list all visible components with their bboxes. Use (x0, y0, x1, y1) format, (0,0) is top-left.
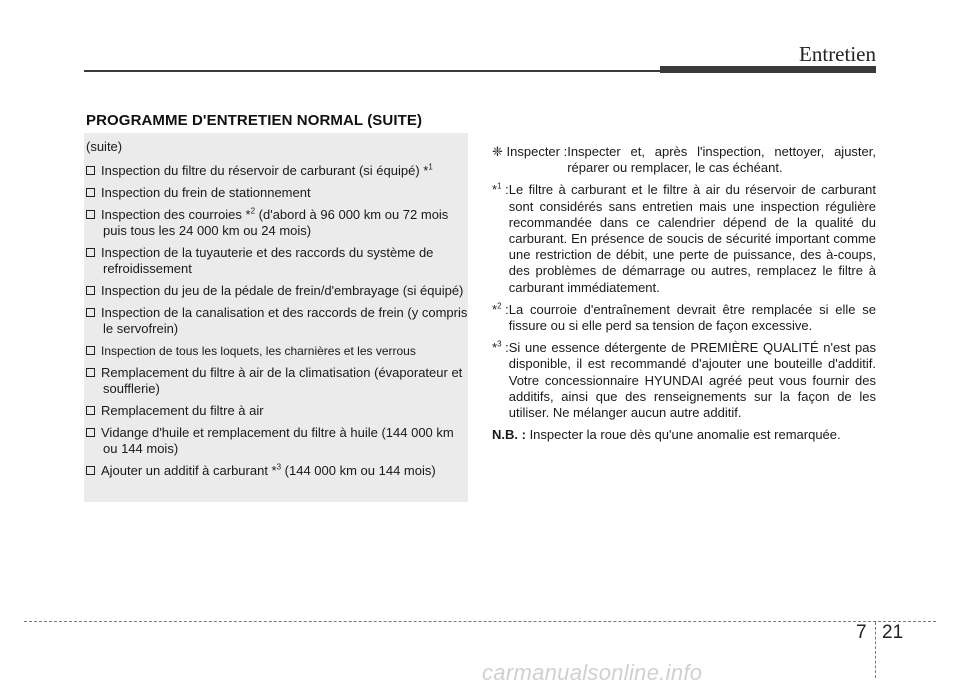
footnote-key (492, 302, 509, 334)
checklist-item-text: Inspection du jeu de la pédale de frein/d'embrayage (si équipé) (101, 283, 464, 298)
inspect-label (492, 144, 567, 176)
header-rule-thin (84, 70, 660, 72)
footnote-key (492, 340, 509, 421)
footnote-number: 2 (497, 301, 502, 311)
checklist-item (86, 365, 468, 397)
footnote-text: Le filtre à carburant et le filtre à air du réservoir de carburant sont considérés sans entretien mais une inspection régulière recommandée dans ce calendrier dépend de la qualité du carburant. En présence de soucis de sécurité important comme une restriction de débit, une perte de puissance, des à-coups, des problèmes de démarrage ou autres, remplacez le filtre à carburant immédiatement. (508, 182, 876, 295)
nb-line (492, 427, 876, 443)
footnote-ref: 2 (250, 206, 256, 216)
checklist-item-text: Inspection de tous les loquets, les charnières et les verrous (101, 344, 416, 358)
footnote-mark: * (492, 340, 498, 356)
checklist-item (86, 207, 468, 239)
nb-note (492, 427, 876, 443)
nb-label: N.B. : (492, 427, 526, 443)
checklist-item (86, 305, 468, 337)
checkbox-icon (86, 166, 95, 175)
checkbox-icon (86, 286, 95, 295)
header-rule-thick (660, 66, 876, 73)
checkbox-icon (86, 368, 95, 377)
footnote (492, 182, 876, 295)
checklist-item (86, 343, 468, 359)
nb-text: Inspecter la roue dès qu'une anomalie est remarquée. (525, 427, 841, 443)
page-number: 21 (882, 622, 904, 643)
checkbox-icon (86, 308, 95, 317)
checklist-intro: (suite) (86, 139, 123, 154)
footnote-sep: : (501, 182, 509, 198)
footnote-sep: : (501, 340, 509, 356)
footnote-ref: 1 (428, 162, 433, 172)
checkbox-icon (86, 210, 95, 219)
checklist-item (86, 403, 468, 419)
checkbox-icon (86, 406, 95, 415)
checkbox-icon (86, 346, 95, 355)
checklist-item-text: Vidange d'huile et remplacement du filtre à huile (144 000 km ou 144 mois) (101, 425, 454, 456)
inspect-definition (492, 144, 876, 176)
checklist-item-text: Remplacement du filtre à air (101, 403, 264, 418)
footnote-mark: * (492, 182, 498, 198)
footnote (492, 302, 876, 334)
checklist-item (86, 185, 468, 201)
footnote-text: La courroie d'entraînement devrait être remplacée si elle se fissure ou si elle perd sa tension de façon excessive. (508, 301, 876, 334)
footnote-sep: : (501, 301, 509, 317)
checklist-item-text: Remplacement du filtre à air de la climatisation (évaporateur et soufflerie) (101, 365, 463, 396)
watermark: carmanualsonline.info (482, 660, 703, 685)
checklist-item (86, 425, 468, 457)
checklist-item-text: Inspection de la tuyauterie et des raccords du système de refroidissement (101, 245, 434, 276)
checklist-item-text-after: (d'abord à 96 000 km ou 72 mois puis tous les 24 000 km ou 24 mois) (103, 207, 449, 238)
checklist-item-text-after: (144 000 km ou 144 mois) (281, 463, 436, 478)
checklist-item (86, 245, 468, 277)
maintenance-checklist-box (84, 133, 468, 502)
footnote-text: Si une essence détergente de PREMIÈRE QUALITÉ n'est pas disponible, il est recommandé d'ajouter une bouteille d'additif. Votre concessionnaire HYUNDAI agréé peut vous fournir des additifs, ainsi que des renseignements sur la façon de les utiliser. Ne mélanger aucun autre additif. (508, 340, 876, 421)
footnote-ref: 3 (276, 462, 282, 472)
checklist-item (86, 163, 468, 179)
inspect-label-text: Inspecter : (502, 144, 568, 159)
footer-dashed-rule (24, 621, 936, 622)
inspect-symbol-icon: ❈ (492, 144, 503, 159)
page-divider (875, 622, 876, 678)
notes-column (492, 144, 876, 449)
checklist-item-text: Inspection de la canalisation et des raccords de frein (y compris le servofrein) (101, 305, 468, 336)
footnote (492, 340, 876, 421)
checklist-item-text: Inspection des courroies * (101, 207, 251, 222)
checkbox-icon (86, 428, 95, 437)
checklist-item-text: Inspection du frein de stationnement (101, 185, 311, 200)
checkbox-icon (86, 466, 95, 475)
checklist-item (86, 283, 468, 299)
checkbox-icon (86, 248, 95, 257)
footnote-number: 3 (497, 339, 502, 349)
checklist-item-text: Ajouter un additif à carburant * (101, 463, 277, 478)
checkbox-icon (86, 188, 95, 197)
footnote-mark: * (492, 301, 498, 317)
inspect-text: Inspecter et, après l'inspection, nettoyer, ajuster, réparer ou remplacer, le cas échéant. (567, 144, 876, 176)
footnote-key (492, 182, 509, 295)
section-title: PROGRAMME D'ENTRETIEN NORMAL (SUITE) (86, 112, 423, 129)
chapter-title: Entretien (799, 42, 876, 66)
checklist-item (86, 463, 468, 479)
checklist-item-text: Inspection du filtre du réservoir de carburant (si équipé) * (101, 163, 429, 178)
chapter-number: 7 (856, 622, 867, 643)
footnote-number: 1 (497, 182, 502, 192)
